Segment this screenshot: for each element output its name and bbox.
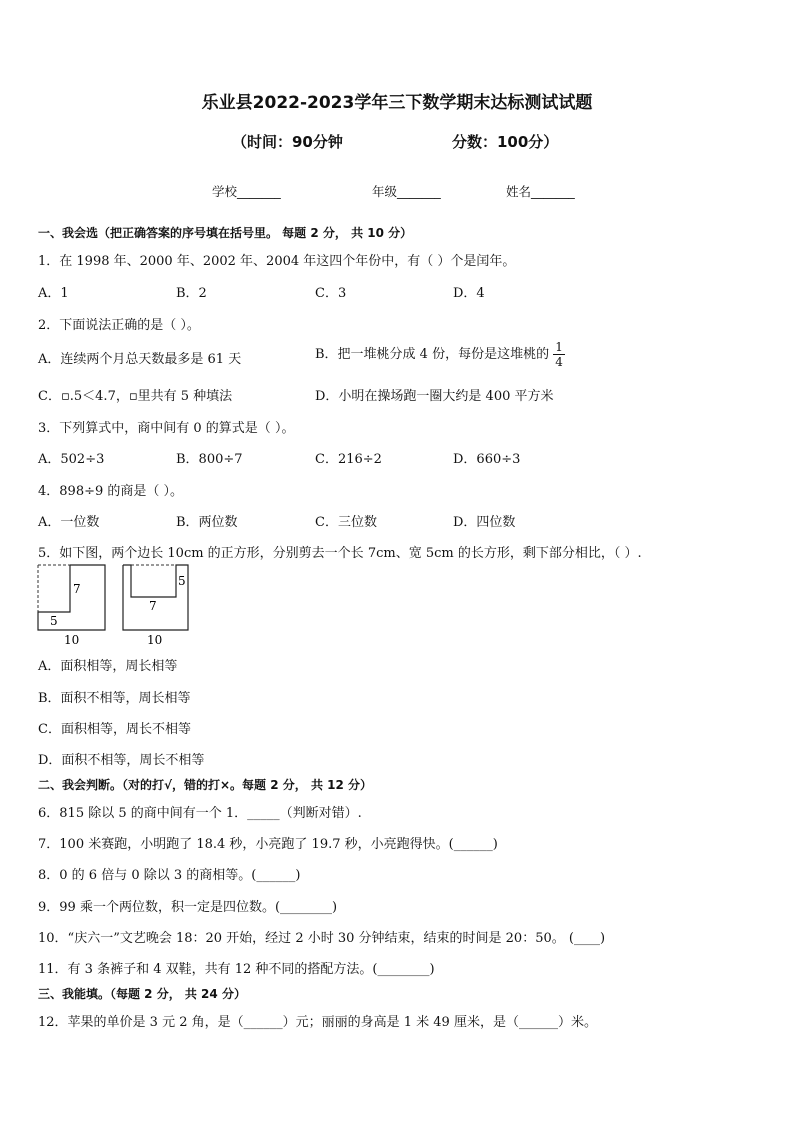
- fig2-label-inner: 7: [149, 599, 157, 613]
- q5-option-d: D．面积不相等，周长不相等: [38, 753, 205, 768]
- q4-option-d: D．四位数: [453, 515, 516, 530]
- q1-option-a: A．1: [38, 286, 69, 301]
- q4-option-b: B．两位数: [176, 515, 238, 530]
- section1-heading: 一、我会选（把正确答案的序号填在括号里。 每题 2 分， 共 10 分）: [38, 226, 413, 240]
- section3-heading: 三、我能填。（每题 2 分， 共 24 分）: [38, 987, 246, 1001]
- q3-option-a: A．502÷3: [38, 452, 105, 467]
- fig1-label-bottom: 10: [64, 633, 80, 647]
- q4-option-a: A．一位数: [38, 515, 100, 530]
- exam-score: 分数：100分）: [452, 133, 559, 151]
- question-2: 2．下面说法正确的是（ ）。: [38, 318, 200, 333]
- name-field: 姓名_______: [506, 184, 575, 199]
- fig1-label-inner: 5: [50, 614, 58, 628]
- question-7: 7．100 米赛跑，小明跑了 18.4 秒，小亮跑了 19.7 秒，小亮跑得快。(______): [38, 837, 498, 852]
- question-8: 8．0 的 6 倍与 0 除以 3 的商相等。(______): [38, 868, 301, 883]
- q2-option-b: [315, 340, 565, 369]
- q5-option-c: C．面积相等，周长不相等: [38, 722, 191, 737]
- page-title: 乐业县2022-2023学年三下数学期末达标测试试题: [201, 93, 593, 113]
- question-11: 11．有 3 条裤子和 4 双鞋，共有 12 种不同的搭配方法。(________): [38, 962, 435, 977]
- question-9: 9．99 乘一个两位数，积一定是四位数。(________): [38, 900, 338, 915]
- question-6: 6．815 除以 5 的商中间有一个 1．_____（判断对错）.: [38, 806, 362, 821]
- q2-option-a: A．连续两个月总天数最多是 61 天: [38, 352, 242, 367]
- q1-option-c: C．3: [315, 286, 347, 301]
- fraction-denominator: 4: [555, 355, 563, 369]
- figure-1-cut-square: [38, 565, 105, 647]
- fraction-one-quarter: [553, 340, 565, 369]
- grade-field: 年级_______: [372, 184, 441, 199]
- q5-option-b: B．面积不相等，周长相等: [38, 691, 191, 706]
- q5-figures: [36, 563, 196, 647]
- q2-option-b-text: B．把一堆桃分成 4 份，每份是这堆桃的: [315, 347, 550, 362]
- q3-option-b: B．800÷7: [176, 452, 243, 467]
- q3-option-c: C．216÷2: [315, 452, 382, 467]
- school-field: 学校_______: [212, 184, 281, 199]
- question-4: 4．898÷9 的商是（ ）。: [38, 484, 184, 499]
- q1-option-b: B．2: [176, 286, 207, 301]
- question-1: 1．在 1998 年、2000 年、2002 年、2004 年这四个年份中，有（ ）个是闰年。: [38, 254, 516, 269]
- question-12: 12．苹果的单价是 3 元 2 角，是（______）元；丽丽的身高是 1 米 49 厘米，是（______）米。: [38, 1015, 597, 1030]
- question-5: 5．如下图，两个边长 10cm 的正方形，分别剪去一个长 7cm、宽 5cm 的长方形，剩下部分相比，（ ）.: [38, 546, 642, 561]
- fig2-label-bottom: 10: [147, 633, 163, 647]
- exam-time: （时间：90分钟: [232, 133, 343, 151]
- q4-option-c: C．三位数: [315, 515, 377, 530]
- figure-2-cut-square: [123, 565, 188, 647]
- fig2-label-side: 5: [178, 574, 186, 588]
- q3-option-d: D．660÷3: [453, 452, 521, 467]
- fig1-label-side: 7: [73, 582, 81, 596]
- q5-option-a: A．面积相等，周长相等: [38, 659, 178, 674]
- question-3: 3．下列算式中，商中间有 0 的算式是（ ）。: [38, 421, 295, 436]
- q2-option-c: C．▫.5＜4.7，▫里共有 5 种填法: [38, 389, 233, 404]
- fraction-numerator: 1: [555, 340, 563, 354]
- q1-option-d: D．4: [453, 286, 485, 301]
- question-10: 10．“庆六一”文艺晚会 18：20 开始，经过 2 小时 30 分钟结束，结束的时间是 20：50。 (____): [38, 931, 606, 946]
- section2-heading: 二、我会判断。（对的打√，错的打×。每题 2 分， 共 12 分）: [38, 778, 372, 792]
- q2-option-d: D．小明在操场跑一圈大约是 400 平方米: [315, 389, 554, 404]
